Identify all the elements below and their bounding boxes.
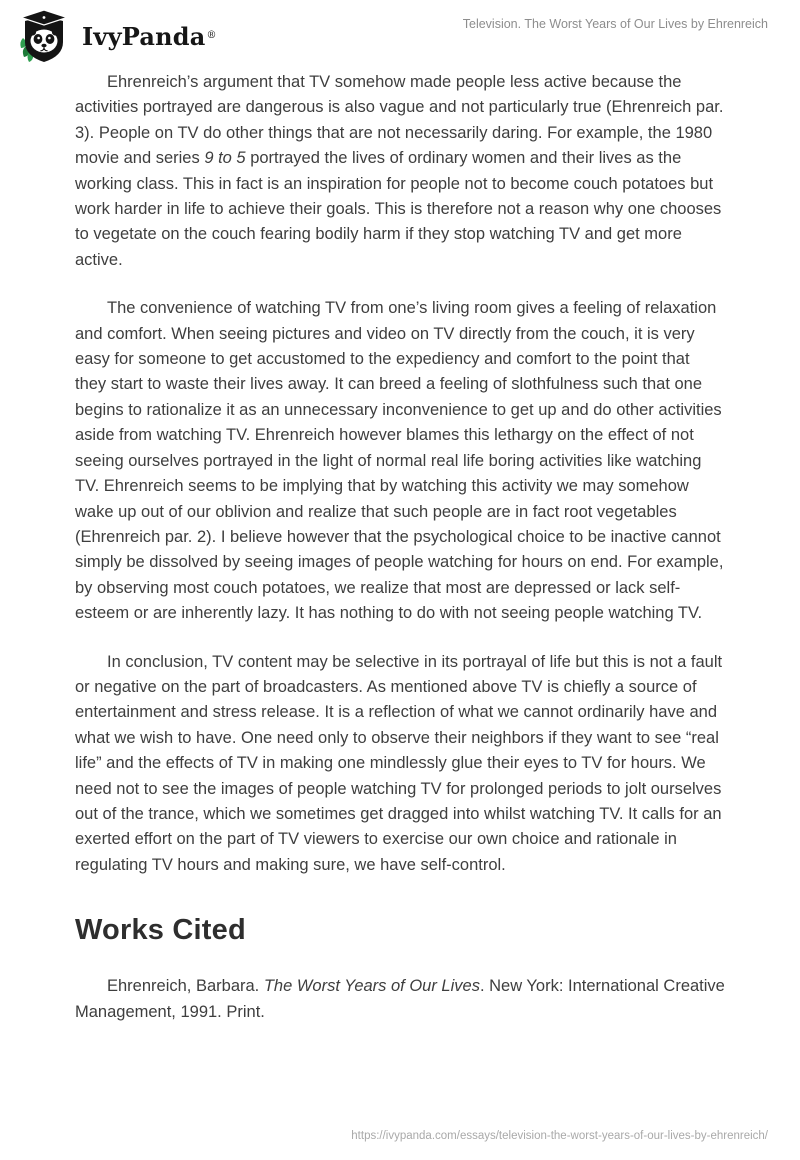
text-run: The convenience of watching TV from one’s living room gives a feeling of relaxation and comfort. When seeing pictures and video on TV directly from the couch, it is very easy for someone to get accustomed to the expediency and comfort to the point that they start to waste their lives away. It can breed a feeling of slothfulness such that one begins to rationalize it as an unnecessary inconvenience to get up and do other activities aside from watching TV. Ehrenreich however blames this lethargy on the effect of not seeing ourselves portrayed in the light of normal real life boring activities like watching TV. Ehrenreich seems to be implying that by watching this activity we may somehow wake up out of our oblivion and realize that such people are in fact root vegetables (Ehrenreich par. 2). I believe however that the psychological choice to be inactive cannot simply be dissolved by seeing images of people watching for hours on end. For example, by observing most couch potatoes, we realize that most are depressed or lack self-esteem or are inherently lazy. It has nothing to do with not seeing people watching TV. bbox=[75, 299, 724, 623]
ivypanda-logo-icon bbox=[16, 8, 72, 64]
text-run: In conclusion, TV content may be selective in its portrayal of life but this is not a fault or negative on the part of broadcasters. As mentioned above TV is chiefly a source of entertainment and stress release. It is a reflection of what we cannot ordinarily have and what we wish to have. One need only to observe their neighbors if they want to see “real life” and the effects of TV in making one mindlessly glue their eyes to TV for hours. We need not to see the images of people watching TV for prolonged periods to jolt ourselves out of the trance, which we sometimes get dragged into whilst watching TV. It calls for an exerted effort on the part of TV viewers to exercise our own choice and rationale in regulating TV hours and making sure, we have self-control. bbox=[75, 652, 723, 874]
page-footer bbox=[0, 1126, 800, 1144]
brand-name: IvyPanda® bbox=[82, 21, 217, 51]
text-run: Ehrenreich’s argument that TV somehow made people less active because the activities portrayed are dangerous is also vague and not particularly true (Ehrenreich par. 3). People on TV do other things that are not necessarily daring. For example, the 1980 movie and series bbox=[75, 73, 724, 168]
registered-mark: ® bbox=[206, 30, 217, 42]
essay-paragraphs bbox=[75, 70, 725, 878]
essay-content bbox=[0, 62, 800, 1025]
works-cited-heading: Works Cited bbox=[75, 914, 246, 947]
text-run: portrayed the lives of ordinary women and their lives as the working class. This in fact is an inspiration for people not to become couch potatoes but work harder in life to achieve their goals. This is therefore not a reason why one chooses to vegetate on the couch fearing bodily harm if they stop watching TV and get more active. bbox=[75, 149, 722, 269]
document-title: Television. The Worst Years of Our Lives by Ehrenreich bbox=[462, 17, 768, 31]
citation-entry bbox=[75, 974, 725, 1025]
essay-paragraph bbox=[75, 296, 725, 626]
italic-text-run: The Worst Years of Our Lives bbox=[263, 977, 480, 996]
text-run: . New York: International Creative Management, 1991. Print. bbox=[75, 977, 725, 1021]
essay-paragraph bbox=[75, 70, 725, 273]
page-header bbox=[0, 0, 800, 62]
source-url-link[interactable]: https://ivypanda.com/essays/television-the-worst-years-of-our-lives-by-ehrenreich/ bbox=[351, 1130, 768, 1142]
essay-paragraph bbox=[75, 650, 725, 879]
text-run: Ehrenreich, Barbara. bbox=[107, 977, 264, 996]
italic-text-run: 9 to 5 bbox=[204, 149, 246, 168]
brand[interactable] bbox=[16, 8, 216, 64]
